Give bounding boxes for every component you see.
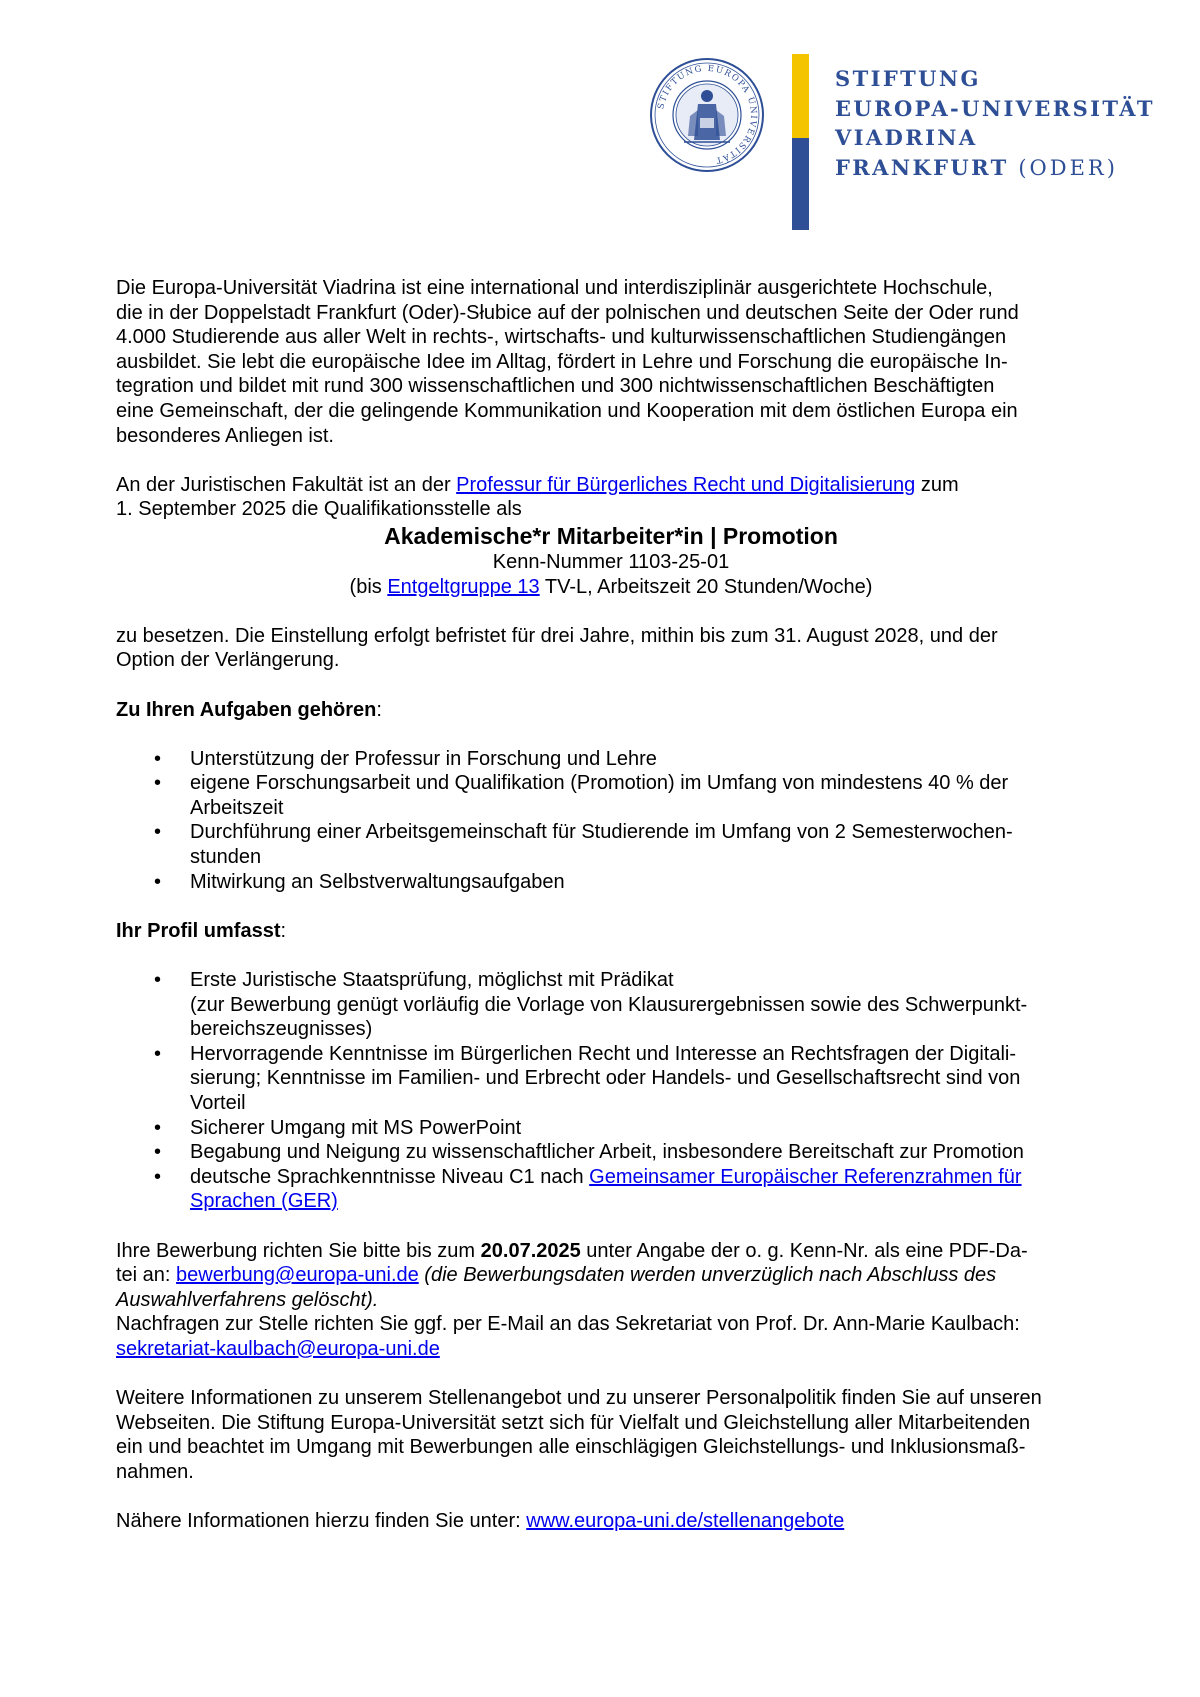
pay-grade-line: (bis Entgeltgruppe 13 TV-L, Arbeitszeit 20 Stunden/Woche): [349, 575, 873, 598]
logo-line-europa-universitaet: EUROPA-UNIVERSITÄT: [835, 95, 1155, 121]
application-paragraph: Ihre Bewerbung richten Sie bitte bis zum 20.07.2025 unter Angabe der o. g. Kenn-Nr. als eine PDF-Da- tei an: bewerbung@europa-uni.de (die Bewerbungsdaten werden unverzüglich nach Abschluss des Auswahlverfahrens gelöscht). Nachfragen zur Stelle richten Sie ggf. per E-Mail an das Sekretariat von Prof. Dr. Ann-Marie Kaulbach: sekretariat-kaulbach@europa-uni.de: [116, 1239, 1028, 1360]
fill-paragraph: zu besetzen. Die Einstellung erfolgt befristet für drei Jahre, mithin bis zum 31. August 2028, und der Option der Verlängerung.: [116, 624, 998, 672]
tasks-heading: Zu Ihren Aufgaben gehören:: [116, 698, 382, 721]
logo-color-bar: [792, 54, 809, 230]
more-info-line: Nähere Informationen hierzu finden Sie unter: www.europa-uni.de/stellenangebote: [116, 1510, 845, 1533]
list-item: • Mitwirkung an Selbstverwaltungsaufgaben: [116, 870, 1106, 895]
university-seal-icon: [648, 56, 766, 174]
professorship-link[interactable]: Professur für Bürgerliches Recht und Digitalisierung: [456, 473, 916, 496]
list-item: • Sicherer Umgang mit MS PowerPoint: [116, 1116, 1106, 1141]
logo-wordmark: [835, 64, 1155, 183]
list-item: • eigene Forschungsarbeit und Qualifikation (Promotion) im Umfang von mindestens 40 % der Arbeitszeit: [116, 771, 1106, 820]
position-title: Akademische*r Mitarbeiter*in | Promotion: [384, 522, 838, 549]
application-deadline: 20.07.2025: [480, 1239, 581, 1262]
intro-paragraph: Die Europa-Universität Viadrina ist eine international und interdisziplinär ausgerichtete Hochschule, die in der Doppelstadt Frankfurt (Oder)-Słubice auf der polnischen und deutschen Seite der Oder rund 4.000 Studierende aus aller Welt in rechts-, wirtschafts- und kulturwissenschaftlichen Studiengängen ausbildet. Sie lebt die europäische Idee im Alltag, fördert in Lehre und Forschung die europäische In- tegration und bildet mit rund 300 wissenschaftlichen und 300 nichtwissenschaftlichen Beschäftigten eine Gemeinschaft, der die gelingende Kommunikation und Kooperation mit dem östlichen Europa ein besonderes Anliegen ist.: [116, 277, 1019, 447]
application-email-link[interactable]: bewerbung@europa-uni.de: [176, 1264, 419, 1287]
profile-list: [116, 968, 1106, 1214]
logo-oder: (ODER): [1018, 155, 1118, 180]
list-item: • Hervorragende Kenntnisse im Bürgerlichen Recht und Interesse an Rechtsfragen der Digitali- sierung; Kenntnisse im Familien- und Erbrecht oder Handels- und Gesellschaftsrecht sind von Vorteil: [116, 1042, 1106, 1116]
list-item: • deutsche Sprachkenntnisse Niveau C1 nach Gemeinsamer Europäischer Referenzrahmen für Sprachen (GER): [116, 1165, 1106, 1214]
job-posting-body: [116, 276, 1106, 1534]
ger-link[interactable]: Gemeinsamer Europäischer Referenzrahmen für: [589, 1165, 1022, 1188]
university-logo: [648, 54, 1168, 230]
list-item: • Unterstützung der Professur in Forschung und Lehre: [116, 747, 1106, 772]
logo-line-stiftung: STIFTUNG: [835, 66, 981, 91]
kenn-nummer: Kenn-Nummer 1103-25-01: [492, 550, 730, 573]
pay-grade-link[interactable]: Entgeltgruppe 13: [387, 575, 540, 598]
job-offers-link[interactable]: www.europa-uni.de/stellenangebote: [526, 1510, 845, 1533]
list-item: • Durchführung einer Arbeitsgemeinschaft für Studierende im Umfang von 2 Semesterwochen- stunden: [116, 820, 1106, 869]
secretariat-email-link[interactable]: sekretariat-kaulbach@europa-uni.de: [116, 1337, 440, 1360]
tasks-list: [116, 747, 1106, 895]
further-info-paragraph: Weitere Informationen zu unserem Stellenangebot und zu unserer Personalpolitik finden Sie auf unseren Webseiten. Die Stiftung Europa-Universität setzt sich für Vielfalt und Gleichstellung aller Mitarbeitenden ein und beachtet im Umgang mit Bewerbungen alle einschlägigen Gleichstellungs- und Inklusionsmaß- nahmen.: [116, 1387, 1042, 1483]
list-item: • Erste Juristische Staatsprüfung, möglichst mit Prädikat (zur Bewerbung genügt vorläufig die Vorlage von Klausurergebnissen sowie des Schwerpunkt- bereichszeugnisses): [116, 968, 1106, 1042]
seal-ring-text: STIFTUNG EUROPA UNIVERSITÄT: [656, 63, 759, 166]
faculty-paragraph: An der Juristischen Fakultät ist an der Professur für Bürgerliches Recht und Digitalisierung zum 1. September 2025 die Qualifikationsstelle als: [116, 473, 959, 521]
logo-line-viadrina: VIADRINA: [835, 125, 978, 150]
list-item: • Begabung und Neigung zu wissenschaftlicher Arbeit, insbesondere Bereitschaft zur Promotion: [116, 1140, 1106, 1165]
profile-heading: Ihr Profil umfasst:: [116, 919, 287, 942]
ger-link-continued[interactable]: Sprachen (GER): [190, 1190, 338, 1213]
logo-line-frankfurt: FRANKFURT (ODER): [835, 154, 1118, 180]
